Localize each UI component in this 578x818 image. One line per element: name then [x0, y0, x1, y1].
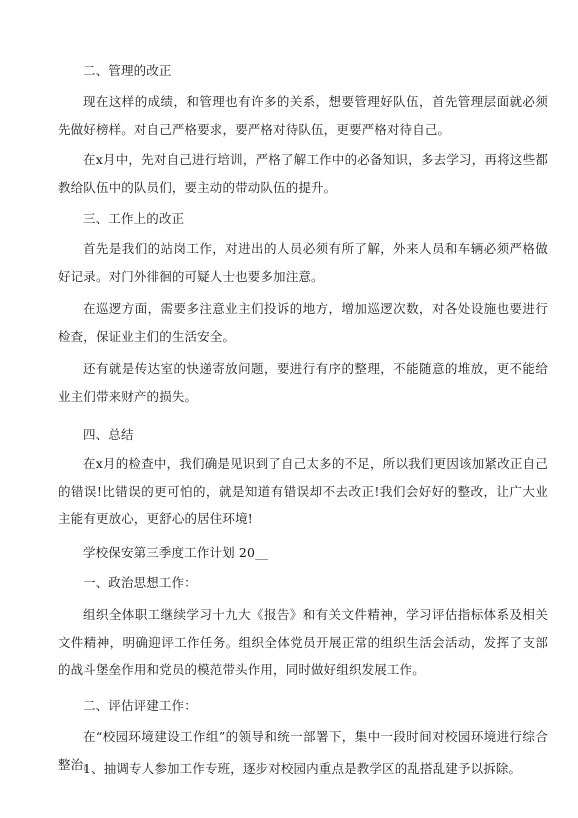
- paragraph: 首先是我们的站岗工作，对进出的人员必须有所了解，外来人员和车辆必须严格做好记录。对门外徘徊的可疑人士也要多加注意。: [58, 241, 548, 284]
- paragraph: 在“校园环境建设工作组”的领导和统一部署下，集中一段时间对校园环境进行综合整治。: [58, 729, 548, 772]
- paragraph: 在x月的检查中，我们确是见识到了自己太多的不足，所以我们更因该加紧改正自己的错误!比错误的更可怕的，就是知道有错误却不去改正!我们会好好的整改，让广大业主能有更放心，更舒心的居住环境!: [58, 456, 548, 526]
- section-heading: 二、评估评建工作：: [83, 698, 197, 713]
- section-heading: 一、政治思想工作：: [83, 575, 197, 590]
- paragraph: 1、抽调专人参加工作专班，逐步对校园内重点是教学区的乱搭乱建予以拆除。: [83, 761, 522, 776]
- section-heading: 四、总结: [83, 427, 134, 442]
- paragraph: 组织全体职工继续学习十九大《报告》和有关文件精神，学习评估指标体系及相关文件精神，明确迎评工作任务。组织全体党员开展正常的组织生活会活动，发挥了支部的战斗堡垒作用和党员的模范带头作用，同时做好组织发展工作。: [58, 607, 548, 677]
- section-heading: 三、工作上的改正: [83, 211, 185, 226]
- paragraph: 在x月中，先对自己进行培训，严格了解工作中的必备知识，多去学习，再将这些都教给队伍中的队员们，要主动的带动队伍的提升。: [58, 152, 548, 195]
- paragraph: 还有就是传达室的快递寄放问题，要进行有序的整理，不能随意的堆放，更不能给业主们带来财产的损失。: [58, 361, 548, 404]
- document-title: 学校保安第三季度工作计划 20__: [83, 545, 268, 560]
- paragraph: 现在这样的成绩，和管理也有许多的关系，想要管理好队伍，首先管理层面就必须先做好榜样。对自己严格要求，要严格对待队伍，更要严格对待自己。: [58, 94, 548, 137]
- paragraph: 在巡逻方面，需要多注意业主们投诉的地方，增加巡逻次数，对各处设施也要进行检查，保证业主们的生活安全。: [58, 301, 548, 344]
- section-heading: 二、管理的改正: [83, 63, 172, 78]
